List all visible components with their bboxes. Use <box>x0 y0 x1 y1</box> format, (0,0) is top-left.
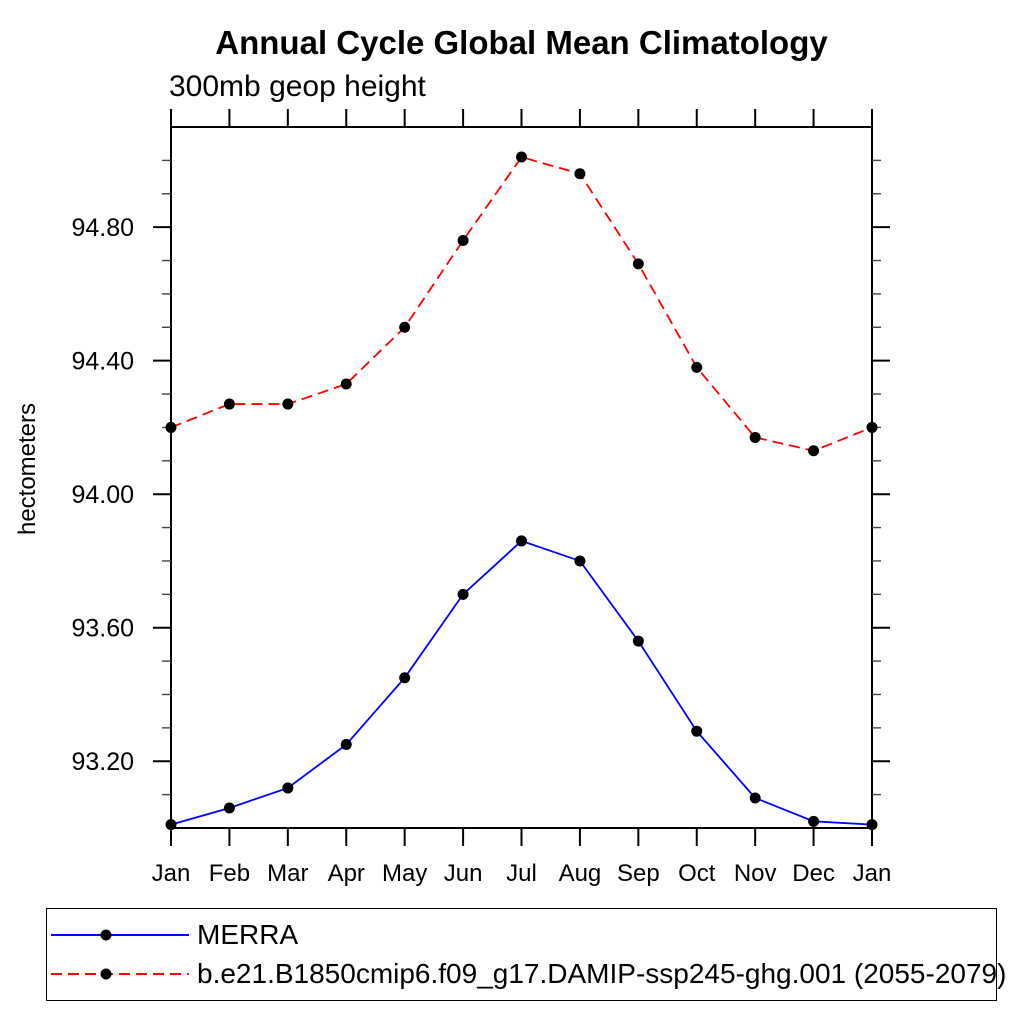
data-point-model <box>691 362 702 373</box>
data-point-merra <box>574 555 585 566</box>
data-point-merra <box>750 792 761 803</box>
data-point-model <box>341 379 352 390</box>
data-point-model <box>166 422 177 433</box>
y-tick-label: 93.60 <box>71 614 134 643</box>
x-tick-label: Sep <box>616 860 660 887</box>
legend-key-marker <box>101 969 112 980</box>
legend-key-marker <box>101 930 112 941</box>
x-tick-label: Jan <box>151 860 191 887</box>
data-point-model <box>282 399 293 410</box>
data-point-merra <box>282 782 293 793</box>
data-point-merra <box>166 819 177 830</box>
data-point-merra <box>808 816 819 827</box>
chart-subtitle: 300mb geop height <box>169 70 426 103</box>
data-point-model <box>867 422 878 433</box>
y-tick-label: 94.00 <box>71 481 134 510</box>
data-point-merra <box>458 589 469 600</box>
legend-key-merra-line <box>49 920 191 950</box>
y-axis-label: hectometers <box>14 402 41 536</box>
x-tick-label: Feb <box>208 860 251 887</box>
x-tick-label: Apr <box>327 860 365 887</box>
data-point-merra <box>399 672 410 683</box>
data-point-merra <box>867 819 878 830</box>
data-point-merra <box>691 726 702 737</box>
series-line-model <box>171 157 872 451</box>
x-tick-label: Jan <box>852 860 892 887</box>
legend-item-merra <box>47 920 996 950</box>
x-tick-label: Jul <box>506 860 537 887</box>
x-tick-label: Jun <box>443 860 483 887</box>
x-tick-label: Nov <box>733 860 777 887</box>
legend-key-model-line <box>49 959 191 989</box>
x-tick-label: Aug <box>558 860 602 887</box>
x-tick-label: Oct <box>678 860 716 887</box>
data-point-merra <box>516 535 527 546</box>
data-point-model <box>750 432 761 443</box>
data-point-model <box>633 258 644 269</box>
x-tick-label: May <box>381 860 428 887</box>
data-point-model <box>516 152 527 163</box>
y-tick-label: 93.20 <box>71 748 134 777</box>
legend-item-model <box>47 958 1007 989</box>
legend-label-merra: MERRA <box>197 919 299 950</box>
plot-border <box>171 127 872 828</box>
legend <box>46 908 1007 1001</box>
data-point-model <box>399 322 410 333</box>
y-tick-label: 94.40 <box>71 347 134 376</box>
data-point-merra <box>341 739 352 750</box>
data-point-model <box>574 168 585 179</box>
x-tick-label: Mar <box>267 860 309 887</box>
data-point-model <box>224 399 235 410</box>
data-point-model <box>458 235 469 246</box>
x-tick-label: Dec <box>792 860 835 887</box>
data-point-merra <box>224 802 235 813</box>
y-tick-label: 94.80 <box>71 214 134 243</box>
series-line-merra <box>171 541 872 825</box>
data-point-model <box>808 445 819 456</box>
data-point-merra <box>633 636 644 647</box>
legend-label-model: b.e21.B1850cmip6.f09_g17.DAMIP-ssp245-ghg.001 (2055-2079) <box>197 958 1007 989</box>
chart-title: Annual Cycle Global Mean Climatology <box>215 24 828 61</box>
